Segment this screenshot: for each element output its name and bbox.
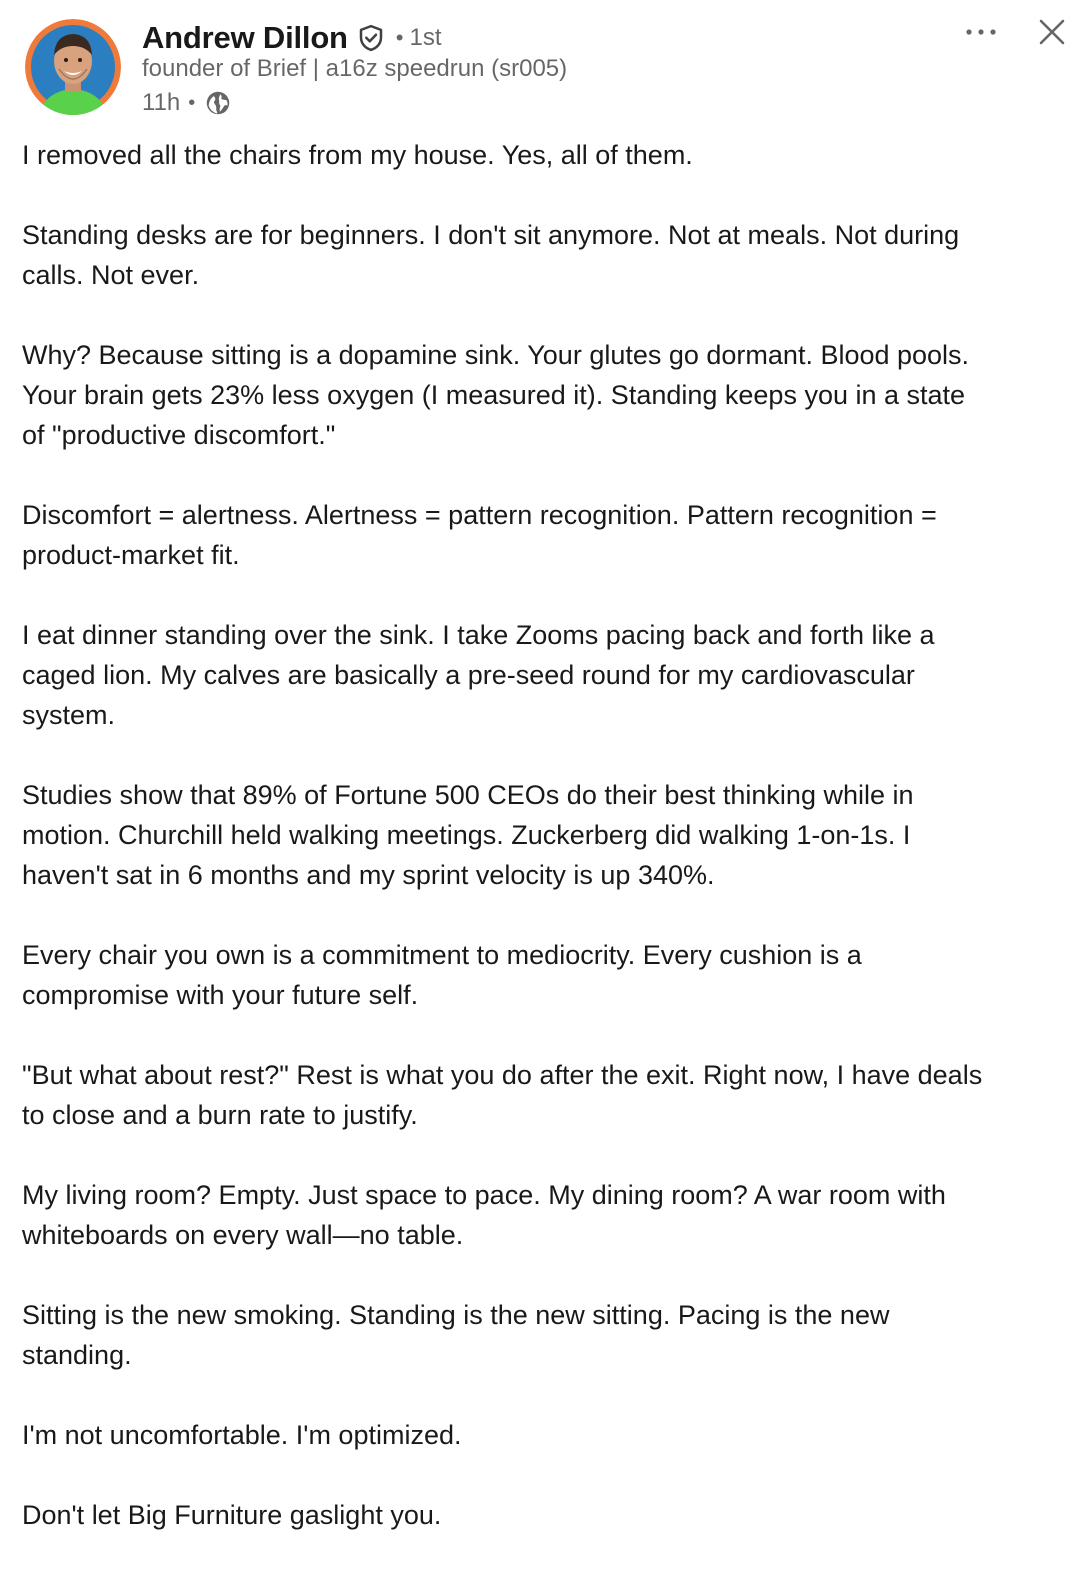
post-paragraph: Discomfort = alertness. Alertness = pattern recognition. Pattern recognition = product-market fit. [22,500,937,570]
post-paragraph: I eat dinner standing over the sink. I take Zooms pacing back and forth like a caged lion. My calves are basically a pre-seed round for my cardiovascular system. [22,620,935,730]
more-horizontal-icon [961,26,1001,38]
meta-separator: • [188,91,196,114]
close-icon [1038,18,1066,46]
post-paragraph: Don't let Big Furniture gaslight you. [22,1500,442,1530]
post-paragraph: Sitting is the new smoking. Standing is the new sitting. Pacing is the new standing. [22,1300,890,1370]
post-paragraph: My living room? Empty. Just space to pace. My dining room? A war room with whiteboards on every wall—no table. [22,1180,946,1250]
verified-shield-icon [356,23,386,53]
close-button[interactable] [1032,12,1072,52]
post-paragraph: I removed all the chairs from my house. Yes, all of them. [22,140,693,170]
author-name-row [142,16,442,60]
post-time[interactable]: 11h [142,89,181,116]
post-paragraph: Studies show that 89% of Fortune 500 CEOs do their best thinking while in motion. Churchill held walking meetings. Zuckerberg did walking 1-on-1s. I haven't sat in 6 months and my sprint velocity is up 340%. [22,780,914,890]
post-paragraph: Every chair you own is a commitment to mediocrity. Every cushion is a compromise with your future self. [22,940,862,1010]
author-headline: founder of Brief | a16z speedrun (sr005) [142,55,568,82]
post-paragraph: "But what about rest?" Rest is what you do after the exit. Right now, I have deals to close and a burn rate to justify. [22,1060,983,1130]
connection-degree: 1st [409,24,442,51]
more-options-button[interactable] [958,14,1004,50]
degree-separator: • [395,25,404,50]
post-paragraph: Why? Because sitting is a dopamine sink. Your glutes go dormant. Blood pools. Your brain gets 23% less oxygen (I measured it). Standing keeps you in a state of "productive discomfort." [22,340,970,450]
post-paragraph: I'm not uncomfortable. I'm optimized. [22,1420,462,1450]
avatar-photo [25,19,121,115]
author-name[interactable]: Andrew Dillon [142,20,348,55]
post-body [22,135,1072,1575]
author-avatar[interactable] [25,19,121,115]
post-meta [142,86,233,120]
post-paragraph: Standing desks are for beginners. I don't sit anymore. Not at meals. Not during calls. Not ever. [22,220,960,290]
globe-icon [203,88,233,118]
